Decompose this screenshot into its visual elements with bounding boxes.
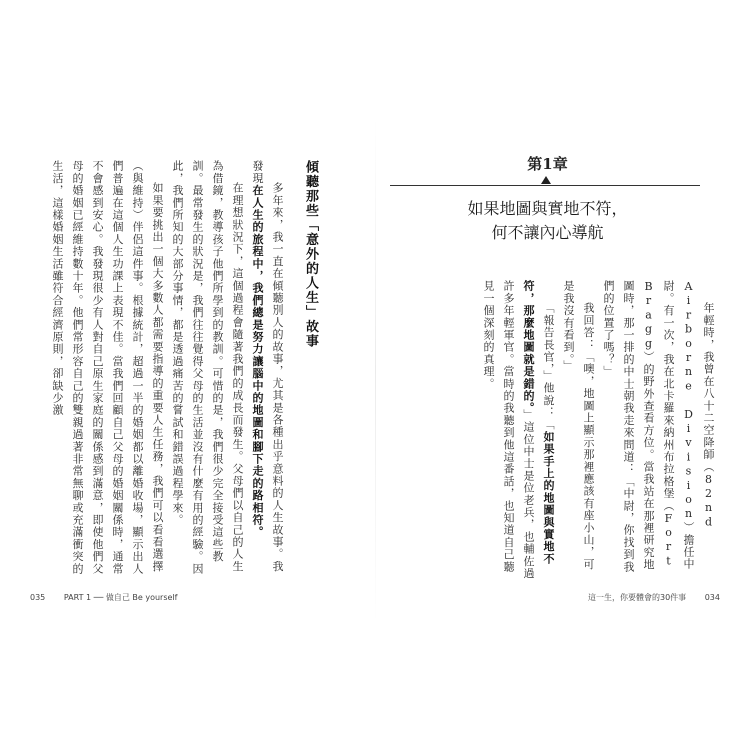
footer-book-title: 這一生，你要體會的30件事	[587, 593, 687, 602]
chapter-label: 第1章	[527, 155, 568, 173]
body-text: 在理想狀況下，這個過程會隨著我們的成長而發生。父母們以自己的人生為借鏡，教導孩子他們所學到的教訓。可惜的是，我們很少完全接受這些教訓。最常發生的狀況是，我們往往覺得父母的生活並沒有什麼有用的經驗。因此，我們所知的大部分事情，都是透過痛苦的嘗試和錯誤過程學來。	[171, 160, 244, 575]
right-page-number: 034	[704, 593, 720, 602]
right-paragraph	[598, 280, 718, 580]
left-paragraph	[167, 160, 247, 580]
right-footer	[588, 592, 720, 603]
left-paragraph	[47, 160, 167, 580]
section-heading: 傾聽那些「意外的人生」故事	[303, 160, 318, 349]
body-text: 「報告長官，」他說：「	[542, 302, 555, 431]
emphasis-text: 如果手上的地圖與實地不符，那麼地圖就是錯的。	[522, 280, 555, 565]
body-text: 多年來，我一直在傾聽別人的故事，尤其是各種出乎意料的人生故事。我發現	[251, 160, 284, 573]
left-footer	[30, 592, 177, 603]
right-page-body	[482, 280, 718, 580]
chapter-title	[375, 197, 720, 245]
left-paragraph	[247, 160, 287, 580]
left-page-body	[42, 160, 287, 580]
right-paragraph	[558, 280, 598, 580]
body-text: 年輕時，我曾在八十二空降師（82nd Airborne Division）擔任中尉。有一次，我在北卡羅來納州布拉格堡（Fort Bragg）的野外查看方位。當我站在那裡研究地圖時，那一排的中士朝我走來問道：「中尉，你找到我們的位置了嗎？」	[602, 280, 715, 573]
left-page-number: 035	[30, 593, 46, 602]
chapter-rule	[390, 185, 700, 186]
body-text: 」這位中士是位老兵，也輔佐過許多年輕軍官。當時的我聽到他這番話，也知道自己聽見一個深刻的真理。	[482, 280, 535, 580]
chapter-triangle-icon	[541, 176, 551, 184]
right-paragraph	[478, 280, 558, 580]
chapter-title-line-1: 如果地圖與實地不符，	[467, 199, 628, 218]
footer-part-title: 做自己 Be yourself	[105, 593, 178, 602]
body-text: 我回答：「噢，地圖上顯示那裡應該有座小山，可是我沒有看到。」	[562, 280, 595, 571]
body-text: 如果要挑出一個大多數人都需要指導的重要人生任務，我們可以看看選擇（與維持）伴侶這件事。根據統計，超過一半的婚姻都以離婚收場，顯示出人們普遍在這個人生功課上表現不佳。當我們回顧自己父母的婚姻關係時，通常不會感到安心。我發現很少有人對自己原生家庭的關係感到滿意，即使他們父母的婚姻已經維持數十年。他們常形容自己的雙親過著非常無聊或充滿衝突的生活，這樣婚姻生活雖符合經濟原則，卻缺少激	[51, 160, 164, 575]
chapter-title-line-2: 何不讓內心導航	[491, 223, 604, 242]
emphasis-text: 在人生的旅程中，我們總是努力讓腦中的地圖和腳下走的路相符。	[251, 184, 264, 539]
footer-part-label: PART 1	[63, 593, 92, 602]
footer-dash: ──	[93, 593, 104, 602]
